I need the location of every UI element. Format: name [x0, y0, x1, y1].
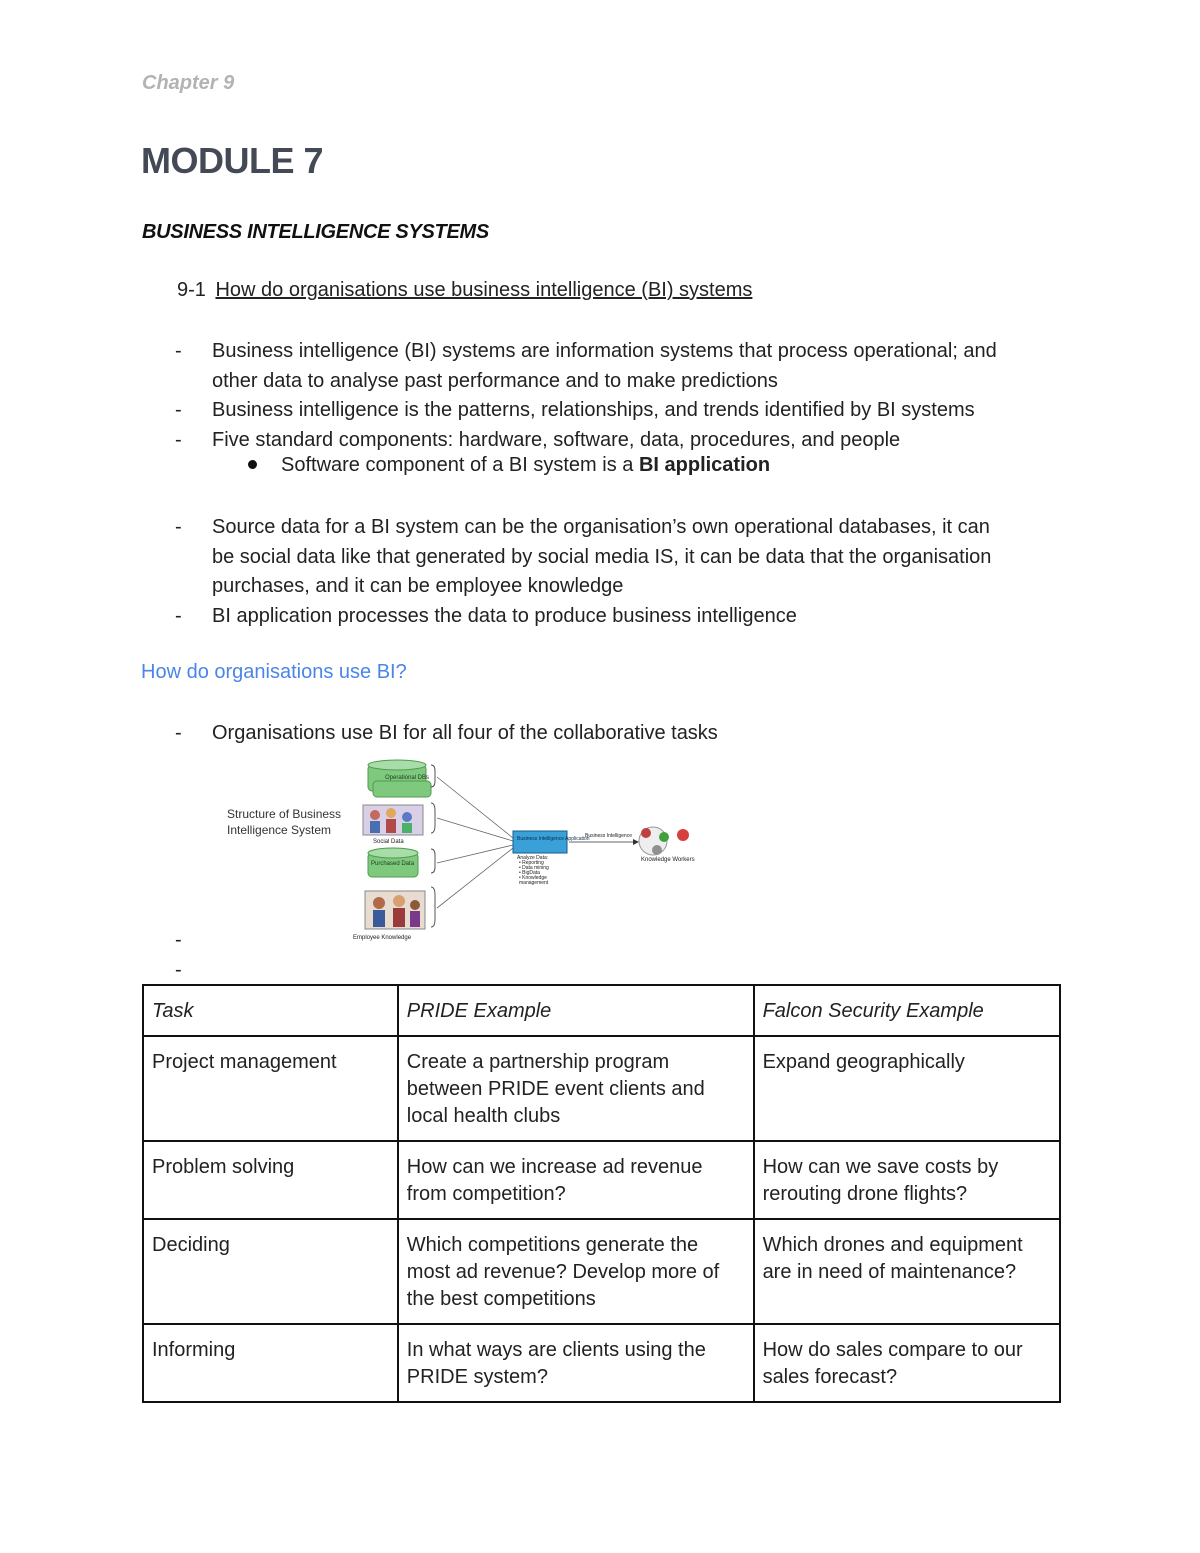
table-cell: Deciding [143, 1219, 398, 1324]
tasks-table [142, 984, 1061, 1403]
table-cell: How can we save costs by rerouting drone flights? [754, 1141, 1060, 1219]
sub-item-bold: BI application [638, 454, 771, 476]
bi-application-box [513, 831, 567, 853]
list-item-text: Organisations use BI for all four of the collaborative tasks [212, 722, 718, 744]
bullet-dash: - [175, 929, 182, 951]
diagram-caption-line2: Intelligence System [227, 823, 332, 837]
list-item-text: BI application processes the data to produce business intelligence [212, 605, 797, 627]
table-cell: How can we increase ad revenue from competition? [398, 1141, 754, 1219]
table-cell: Which drones and equipment are in need of maintenance? [754, 1219, 1060, 1324]
bullet-dash: - [175, 959, 182, 981]
table-cell: Informing [143, 1324, 398, 1402]
bullet-dash: - [175, 429, 182, 451]
bullet-dash: - [175, 516, 182, 538]
module-title: MODULE 7 [141, 140, 324, 181]
list-item-text: Source data for a BI system can be the organisation’s own operational databases, it can [212, 516, 990, 538]
list-item-text: Business intelligence is the patterns, relationships, and trends identified by BI systems [212, 399, 975, 421]
app-list-1: • Reporting [519, 860, 544, 866]
table-header-cell: PRIDE Example [398, 985, 754, 1036]
chapter-label: Chapter 9 [142, 72, 235, 94]
bullet-dash: - [175, 340, 182, 362]
bullet-dash: - [175, 605, 182, 627]
table-cell: In what ways are clients using the PRIDE system? [398, 1324, 754, 1402]
section-subheading: How do organisations use BI? [141, 661, 407, 683]
sub-list-item [248, 454, 770, 477]
table-row [143, 1036, 1060, 1141]
table-row [143, 1141, 1060, 1219]
app-list-5: management [519, 880, 549, 886]
section-heading [177, 279, 752, 302]
table-header-cell: Falcon Security Example [754, 985, 1060, 1036]
src-social-label: Social Data [373, 839, 404, 845]
bullet-dash: - [175, 722, 182, 744]
src-purchased-label: Purchased Data [371, 861, 415, 867]
app-list-2: • Data mining [519, 865, 549, 871]
bullet-dot-icon [248, 460, 257, 469]
table-cell: Problem solving [143, 1141, 398, 1219]
table-cell: Project management [143, 1036, 398, 1141]
bi-structure-diagram [213, 753, 708, 943]
table-header-row [143, 985, 1060, 1036]
table-cell: How do sales compare to our sales forecast? [754, 1324, 1060, 1402]
table-row [143, 1219, 1060, 1324]
employee-knowledge-icon [365, 891, 425, 929]
bullet-dash: - [175, 399, 182, 421]
app-list-3: • BigData [519, 870, 540, 876]
app-label: Business Intelligence Application [517, 836, 590, 842]
table-row [143, 1324, 1060, 1402]
app-list-4: • Knowledge [519, 875, 547, 881]
list-item-text: Business intelligence (BI) systems are information systems that process operational; and [212, 340, 997, 362]
knowledge-workers-icon [639, 827, 689, 855]
section-number: 9-1 [177, 279, 206, 301]
table-header-cell: Task [143, 985, 398, 1036]
src-operational-label: Operational DBs [385, 775, 430, 781]
table-cell: Expand geographically [754, 1036, 1060, 1141]
social-data-icon [363, 805, 423, 835]
list-item-text: be social data like that generated by social media IS, it can be data that the organisation [212, 546, 992, 568]
diagram-caption-line1: Structure of Business [227, 807, 342, 821]
src-employee-label: Employee Knowledge [353, 935, 412, 941]
worker-label: Knowledge Workers [641, 857, 695, 863]
output-label: Business Intelligence [585, 833, 632, 839]
section-title: How do organisations use business intelligence (BI) systems [215, 279, 753, 301]
app-list-0: Analyze Data: [517, 855, 549, 861]
list-item-text: other data to analyse past performance and to make predictions [212, 370, 778, 392]
list-item-text: purchases, and it can be employee knowledge [212, 575, 624, 597]
table-cell: Create a partnership program between PRIDE event clients and local health clubs [398, 1036, 754, 1141]
table-cell: Which competitions generate the most ad revenue? Develop more of the best competitions [398, 1219, 754, 1324]
sub-item-text: Software component of a BI system is a [281, 454, 639, 476]
subtitle: BUSINESS INTELLIGENCE SYSTEMS [142, 221, 489, 243]
list-item-text: Five standard components: hardware, software, data, procedures, and people [212, 429, 901, 451]
